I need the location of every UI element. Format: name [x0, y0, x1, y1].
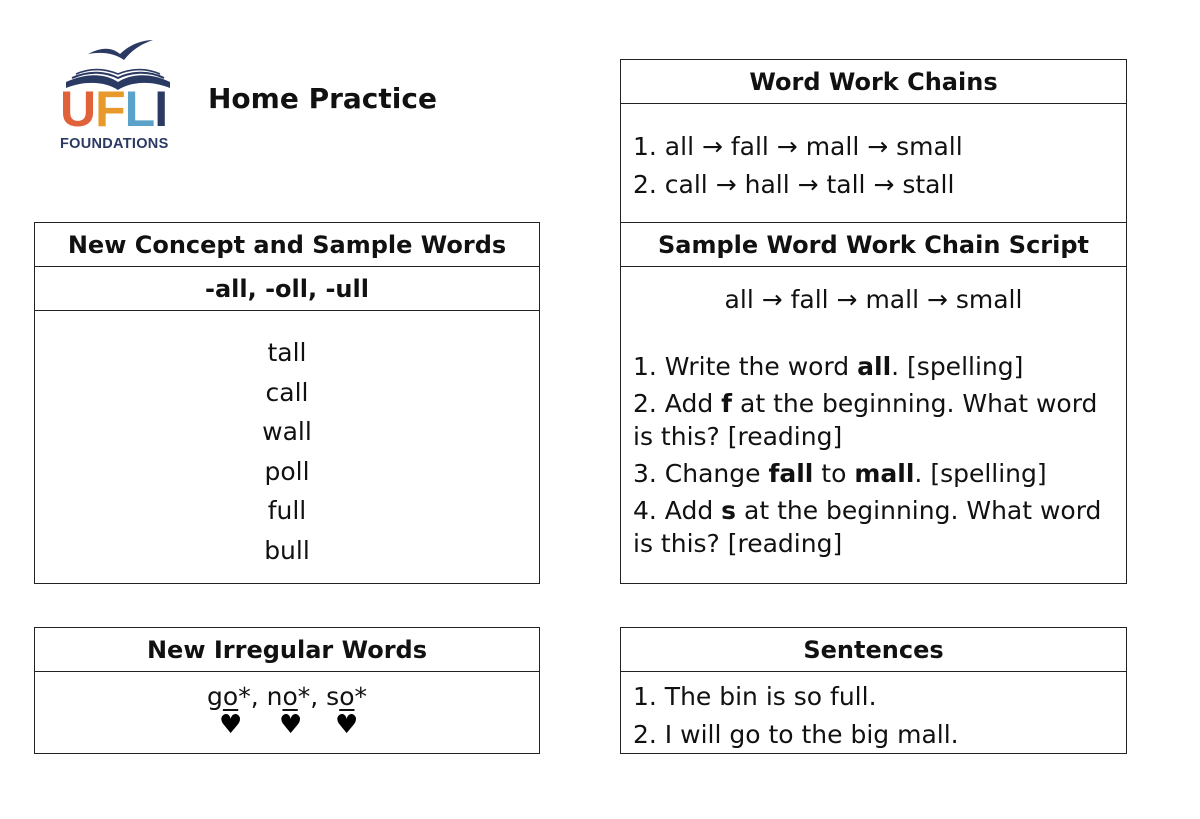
heart-icon: ♥	[219, 710, 243, 740]
ufli-logo	[58, 36, 178, 156]
sample-word: wall	[262, 417, 312, 446]
script-step: 3. Change fall to mall. [spelling]	[633, 459, 1047, 488]
heart-icon: ♥	[335, 710, 359, 740]
irregular-words-box	[34, 627, 540, 754]
logo-letter-u: U	[60, 81, 96, 137]
heart-icon: ♥	[279, 710, 303, 740]
irregular-word: go*	[207, 682, 251, 711]
sample-script-box	[620, 222, 1127, 584]
sample-word: full	[267, 496, 307, 525]
page-title: Home Practice	[208, 82, 437, 115]
logo-wordmark	[60, 81, 176, 137]
irregular-words-title: New Irregular Words	[35, 628, 539, 672]
chain-item: 1. all → fall → mall → small	[633, 132, 963, 161]
word-work-chains-box	[620, 59, 1127, 223]
sample-word: tall	[267, 338, 307, 367]
logo-subtitle: FOUNDATIONS	[60, 136, 169, 152]
irregular-words-line: go*, no*, so*	[207, 682, 367, 711]
sentence-item: 1. The bin is so full.	[633, 682, 877, 711]
sample-script-title: Sample Word Work Chain Script	[621, 223, 1126, 267]
logo-letter-l: L	[124, 81, 155, 137]
script-step: 2. Add f at the beginning. What word is this? [reading]	[633, 389, 1098, 451]
sample-word: poll	[264, 456, 310, 486]
script-step: 1. Write the word all. [spelling]	[633, 352, 1024, 381]
sentences-title: Sentences	[621, 628, 1126, 672]
logo-letter-f: F	[95, 81, 125, 137]
chain-item: 2. call → hall → tall → stall	[633, 170, 955, 199]
sentence-item: 2. I will go to the big mall.	[633, 720, 959, 749]
irregular-word: so*	[326, 682, 367, 711]
irregular-word: no*	[266, 682, 311, 711]
sample-word: call	[265, 377, 309, 407]
script-step: 4. Add s at the beginning. What word is this? [reading]	[633, 496, 1102, 558]
sample-word: bull	[264, 535, 310, 565]
script-steps	[621, 314, 1126, 560]
heart-row	[35, 712, 539, 742]
logo-letter-i: I	[154, 81, 168, 137]
new-concept-box	[34, 222, 540, 584]
new-concept-title: New Concept and Sample Words	[35, 223, 539, 267]
sentences-box	[620, 627, 1127, 754]
sample-word-list	[35, 311, 539, 570]
word-work-chains-title: Word Work Chains	[621, 60, 1126, 104]
concept-pattern: -all, -oll, -ull	[35, 267, 539, 311]
script-chain: all → fall → mall → small	[724, 285, 1023, 314]
